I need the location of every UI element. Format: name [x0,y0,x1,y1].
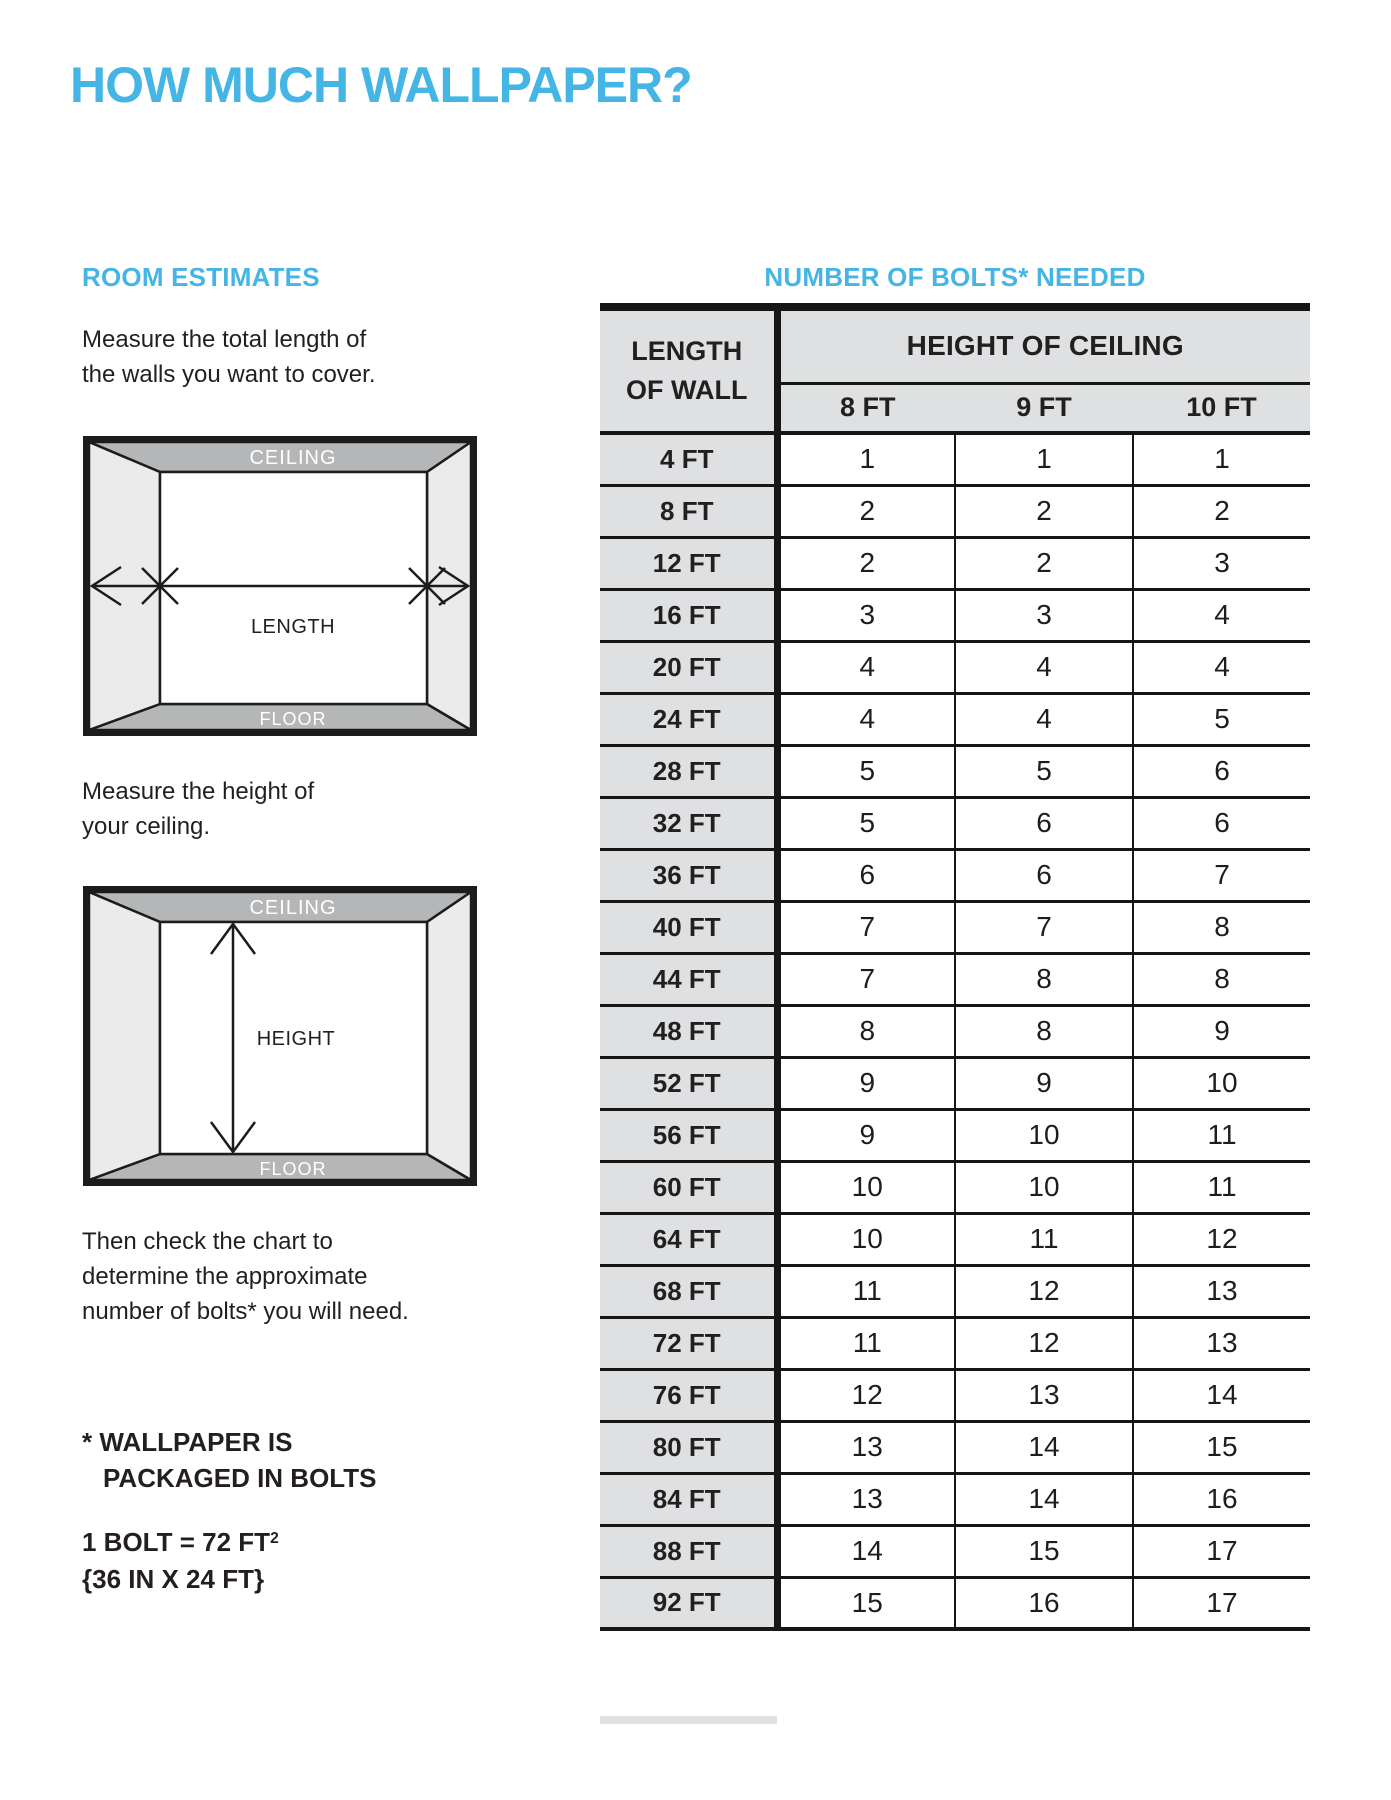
bolt-count-cell: 6 [1133,745,1310,797]
text-line: Measure the height of [82,778,315,805]
table-row [600,433,1310,485]
table-row [600,849,1310,901]
wall-length-cell: 80 FT [600,1421,777,1473]
table-footer-sliver [600,1716,777,1724]
bolt-count-cell: 7 [777,901,955,953]
bolt-count-cell: 5 [777,745,955,797]
back-wall-panel [160,472,427,704]
bolt-count-cell: 14 [1133,1369,1310,1421]
bolt-count-cell: 7 [777,953,955,1005]
table-row [600,485,1310,537]
wall-length-cell: 88 FT [600,1525,777,1577]
table-row [600,901,1310,953]
wall-length-cell: 44 FT [600,953,777,1005]
bolt-size-info [82,1520,279,1598]
wall-length-cell: 68 FT [600,1265,777,1317]
bolts-needed-heading: NUMBER OF BOLTS* NEEDED [764,262,1146,292]
bolt-count-cell: 3 [777,589,955,641]
bolt-count-cell: 4 [777,693,955,745]
bolt-count-cell: 1 [1133,433,1310,485]
bolt-count-cell: 2 [777,537,955,589]
bolt-count-cell: 7 [1133,849,1310,901]
bolt-count-cell: 4 [955,693,1133,745]
bolt-count-cell: 4 [1133,641,1310,693]
left-wall-panel [89,892,160,1180]
bolt-count-cell: 5 [955,745,1133,797]
bolt-count-cell: 15 [777,1577,955,1629]
bolts-needed-table [600,303,1310,1631]
bolt-count-cell: 17 [1133,1577,1310,1629]
wall-length-cell: 4 FT [600,433,777,485]
bolt-count-cell: 9 [1133,1005,1310,1057]
bolt-count-cell: 9 [777,1057,955,1109]
wall-length-cell: 64 FT [600,1213,777,1265]
instruction-check-chart [82,1224,409,1329]
footnote-line: PACKAGED IN BOLTS [103,1463,377,1493]
table-row [600,1161,1310,1213]
instruction-measure-length [82,322,375,392]
wall-length-cell: 32 FT [600,797,777,849]
bolt-count-cell: 15 [1133,1421,1310,1473]
bolt-count-cell: 8 [1133,901,1310,953]
table-row [600,1109,1310,1161]
wall-length-cell: 48 FT [600,1005,777,1057]
bolts-footnote [82,1424,376,1496]
bolt-count-cell: 2 [777,485,955,537]
bolt-count-cell: 4 [955,641,1133,693]
col-header-10ft: 10 FT [1133,383,1310,433]
bolt-count-cell: 11 [1133,1109,1310,1161]
bolt-count-cell: 10 [955,1161,1133,1213]
bolt-count-cell: 4 [1133,589,1310,641]
bolt-count-cell: 1 [777,433,955,485]
bolt-count-cell: 13 [777,1473,955,1525]
bolt-table-body [600,433,1310,1629]
wall-length-cell: 28 FT [600,745,777,797]
bolt-count-cell: 11 [777,1265,955,1317]
bolt-count-cell: 15 [955,1525,1133,1577]
length-of-wall-header: LENGTH OF WALL [600,307,777,433]
footnote-line: * WALLPAPER IS [82,1427,293,1457]
bolt-count-cell: 4 [777,641,955,693]
table-row [600,693,1310,745]
bolt-count-cell: 16 [955,1577,1133,1629]
wall-length-cell: 60 FT [600,1161,777,1213]
bolt-count-cell: 7 [955,901,1133,953]
bolt-count-cell: 12 [955,1317,1133,1369]
col-header-8ft: 8 FT [777,383,955,433]
bolt-count-cell: 16 [1133,1473,1310,1525]
bolt-count-cell: 14 [955,1473,1133,1525]
table-row [600,1577,1310,1629]
bolt-count-cell: 6 [1133,797,1310,849]
bolt-count-cell: 2 [955,537,1133,589]
table-header-row-1 [600,307,1310,383]
table-row [600,589,1310,641]
right-wall-panel [427,892,471,1180]
bolt-count-cell: 9 [955,1057,1133,1109]
col-header-9ft: 9 FT [955,383,1133,433]
bolt-count-cell: 2 [955,485,1133,537]
length-label: LENGTH [250,616,336,638]
table-row [600,1057,1310,1109]
bolt-count-cell: 2 [1133,485,1310,537]
table-row [600,1473,1310,1525]
wall-length-cell: 76 FT [600,1369,777,1421]
bolt-count-cell: 11 [1133,1161,1310,1213]
bolt-count-cell: 13 [955,1369,1133,1421]
height-of-ceiling-header: HEIGHT OF CEILING [777,307,1310,383]
wall-length-cell: 52 FT [600,1057,777,1109]
room-height-diagram [83,886,477,1186]
ceiling-label: CEILING [249,447,337,469]
bolt-count-cell: 14 [777,1525,955,1577]
bolt-count-cell: 12 [955,1265,1133,1317]
instruction-measure-height [82,774,314,844]
text-line: number of bolts* you will need. [82,1298,409,1325]
wall-length-cell: 72 FT [600,1317,777,1369]
table-row [600,745,1310,797]
bolt-count-cell: 17 [1133,1525,1310,1577]
table-row [600,1005,1310,1057]
bolt-count-cell: 12 [1133,1213,1310,1265]
bolt-count-cell: 12 [777,1369,955,1421]
bolt-count-cell: 8 [1133,953,1310,1005]
bolt-count-cell: 6 [955,849,1133,901]
wall-length-cell: 12 FT [600,537,777,589]
text-line: the walls you want to cover. [82,361,376,388]
bolt-count-cell: 5 [1133,693,1310,745]
bolt-equation: 1 BOLT = 72 $FT^2$ [82,1527,279,1557]
table-row [600,1369,1310,1421]
room-estimates-heading: ROOM ESTIMATES [82,262,320,292]
ceiling-label: CEILING [249,897,337,919]
bolt-count-cell: 10 [955,1109,1133,1161]
bolt-count-cell: 10 [1133,1057,1310,1109]
superscript-2: 2 [270,1530,279,1547]
bolt-count-cell: 14 [955,1421,1133,1473]
table-row [600,641,1310,693]
bolt-count-cell: 5 [777,797,955,849]
wall-length-cell: 16 FT [600,589,777,641]
wall-length-cell: 36 FT [600,849,777,901]
bolt-count-cell: 9 [777,1109,955,1161]
table-row [600,1525,1310,1577]
bolt-count-cell: 3 [955,589,1133,641]
bolt-count-cell: 8 [777,1005,955,1057]
bolt-count-cell: 10 [777,1213,955,1265]
text-line: determine the approximate [82,1263,368,1290]
table-row [600,1265,1310,1317]
bolt-count-cell: 11 [777,1317,955,1369]
bolt-count-cell: 13 [1133,1265,1310,1317]
table-row [600,1317,1310,1369]
table-row [600,797,1310,849]
wall-length-cell: 56 FT [600,1109,777,1161]
bolt-count-cell: 10 [777,1161,955,1213]
table-row [600,537,1310,589]
page-title: HOW MUCH WALLPAPER? [70,57,692,113]
wall-length-cell: 20 FT [600,641,777,693]
wall-length-cell: 40 FT [600,901,777,953]
table-row [600,1421,1310,1473]
room-length-diagram [83,436,477,736]
bolt-count-cell: 3 [1133,537,1310,589]
bolt-count-cell: 13 [777,1421,955,1473]
floor-label: FLOOR [259,1159,327,1179]
bolt-count-cell: 8 [955,1005,1133,1057]
wall-length-cell: 24 FT [600,693,777,745]
bolt-count-cell: 1 [955,433,1133,485]
text-line: Measure the total length of [82,326,367,353]
wall-length-cell: 8 FT [600,485,777,537]
bolt-dimensions: {36 IN X 24 FT} [82,1564,265,1594]
bolt-count-cell: 13 [1133,1317,1310,1369]
wall-length-cell: 84 FT [600,1473,777,1525]
floor-label: FLOOR [259,709,327,729]
table-row [600,953,1310,1005]
height-label: HEIGHT [256,1028,336,1050]
text-line: your ceiling. [82,813,211,840]
table-row [600,1213,1310,1265]
bolt-count-cell: 6 [777,849,955,901]
bolt-count-cell: 6 [955,797,1133,849]
wall-length-cell: 92 FT [600,1577,777,1629]
bolt-count-cell: 8 [955,953,1133,1005]
bolt-count-cell: 11 [955,1213,1133,1265]
text-line: Then check the chart to [82,1228,333,1255]
